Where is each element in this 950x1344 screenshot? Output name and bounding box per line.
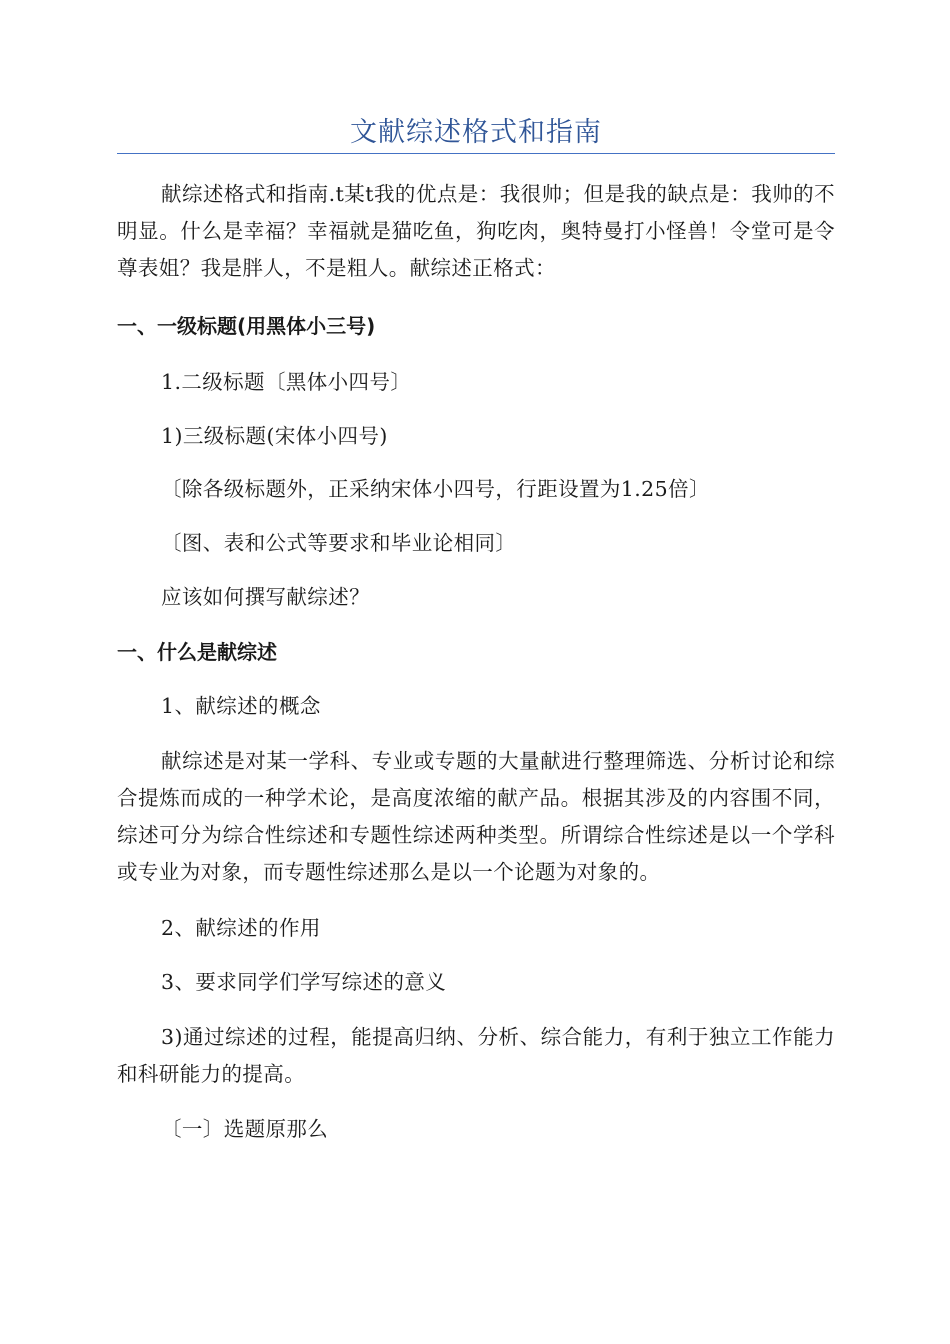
meaning-paragraph: 3)通过综述的过程，能提高归纳、分析、综合能力，有利于独立工作能力和科研能力的提高。 (117, 1025, 835, 1086)
subheading-topic-principles: 〔一〕选题原那么 (161, 1117, 329, 1141)
intro-paragraph: 献综述格式和指南.t某t我的优点是：我很帅；但是我的缺点是：我帅的不明显。什么是幸福？幸福就是猫吃鱼，狗吃肉，奥特曼打小怪兽！令堂可是令尊表姐？我是胖人，不是粗人。献综述正格式： (117, 182, 835, 280)
heading-level1-example: 一、一级标题(用黑体小三号) (117, 314, 376, 338)
subheading-role: 2、献综述的作用 (161, 916, 321, 940)
concept-paragraph: 献综述是对某一学科、专业或专题的大量献进行整理筛选、分析讨论和综合提炼而成的一种学术论，是高度浓缩的献产品。根据其涉及的内容围不同，综述可分为综合性综述和专题性综述两种类型。所谓综合性综述是以一个学科或专业为对象，而专题性综述那么是以一个论题为对象的。 (117, 749, 835, 884)
heading-level2-example: 1.二级标题〔黑体小四号〕 (161, 370, 412, 394)
subheading-concept: 1、献综述的概念 (161, 694, 321, 718)
figure-table-note: 〔图、表和公式等要求和毕业论相同〕 (161, 531, 517, 555)
title-underline (117, 153, 835, 154)
subheading-meaning: 3、要求同学们学写综述的意义 (161, 970, 447, 994)
question-line: 应该如何撰写献综述？ (161, 585, 370, 609)
body-format-note: 〔除各级标题外，正采纳宋体小四号，行距设置为1.25倍〕 (161, 477, 710, 501)
section-heading-what-is: 一、什么是献综述 (117, 640, 277, 664)
heading-level3-example: 1)三级标题(宋体小四号) (161, 424, 388, 448)
document-title: 文献综述格式和指南 (350, 117, 602, 148)
